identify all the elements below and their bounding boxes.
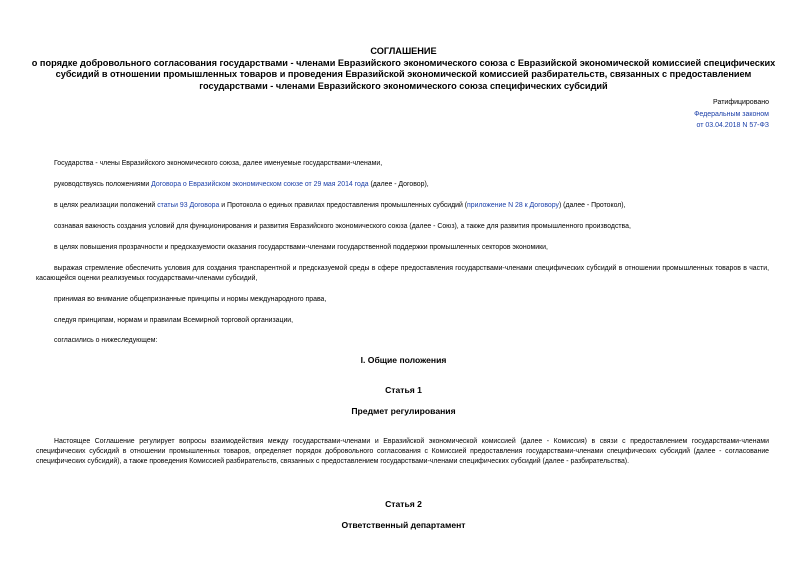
preamble-text: в целях реализации положений [54, 202, 158, 209]
article-93-link[interactable]: статьи 93 Договора [157, 202, 220, 209]
preamble-paragraph-6: выражая стремление обеспечить условия для создания транспарентной и предсказуемой среды в сфере предоставления государствами-членами специфических субсидий в отношении промышленных товаров в части, касающейся оценки реализуемых государствами-членами субсидий, [36, 265, 769, 282]
title-line-1: СОГЛАШЕНИЕ [370, 46, 437, 56]
ratification-block [694, 97, 769, 132]
article-1-subheading: Предмет регулирования [351, 406, 456, 416]
preamble-paragraph-2 [36, 180, 769, 190]
preamble-text: (далее - Договор), [368, 181, 429, 188]
article-2-subheading: Ответственный департамент [341, 520, 466, 530]
federal-law-date-link[interactable]: от 03.04.2018 N 57-ФЗ [696, 122, 769, 129]
treaty-link[interactable]: Договора о Евразийском экономическом союзе от 29 мая 2014 года [151, 181, 369, 188]
preamble-paragraph-1: Государства - члены Евразийского экономического союза, далее именуемые государствами-членами, [54, 160, 383, 167]
preamble-paragraph-5: в целях повышения прозрачности и предсказуемости оказания государствами-членами государственной поддержки промышленных секторов экономики, [54, 244, 548, 251]
preamble-paragraph-8: следуя принципам, нормам и правилам Всемирной торговой организации, [54, 317, 294, 324]
title-line-2: о порядке добровольного согласования государствами - членами Евразийского экономического союза с Евразийской экономической комиссией специфических [31, 57, 776, 68]
article-1-text: Настоящее Соглашение регулирует вопросы взаимодействия между государствами-членами и Евразийской экономической комиссией (далее - Комиссия) в связи с предоставлением государствами-членами специфических субсидий в отношении промышленных товаров, определяет порядок добровольного согласования с Комиссией предоставления государствами-членами специфических субсидий (далее - согласование специфических субсидий), а также проведения Комиссией разбирательств, связанных с предоставлением государствами-членами специфических субсидий (далее - разбирательства). [36, 438, 769, 465]
title-line-4: государствами - членами Евразийского экономического союза специфических субсидий [199, 80, 608, 91]
preamble-text: ) (далее - Протокол), [558, 202, 626, 209]
preamble-paragraph-4: сознавая важность создания условий для функционирования и развития Евразийского экономического союза (далее - Союз), а также для развития промышленного производства, [54, 223, 631, 230]
title-line-3: субсидий в отношении промышленных товаров и проведения Евразийской экономической комиссией разбирательств, связанных с предоставлением [55, 69, 752, 79]
preamble-text: руководствуясь положениями [54, 181, 152, 188]
preamble-paragraph-7: принимая во внимание общепризнанные принципы и нормы международного права, [54, 296, 327, 303]
preamble-paragraph-3 [36, 201, 769, 211]
federal-law-link[interactable]: Федеральным законом [694, 110, 769, 118]
preamble-text: и Протокола о единых правилах предоставления промышленных субсидий ( [219, 202, 468, 209]
preamble-paragraph-9: согласились о нижеследующем: [54, 337, 158, 344]
article-2-heading: Статья 2 [385, 499, 422, 509]
article-1-heading: Статья 1 [385, 385, 422, 395]
annex-28-link[interactable]: приложение N 28 к Договору [467, 202, 559, 209]
section-1-heading: I. Общие положения [360, 355, 447, 365]
ratification-label: Ратифицировано [713, 99, 769, 106]
document-title [30, 46, 777, 92]
